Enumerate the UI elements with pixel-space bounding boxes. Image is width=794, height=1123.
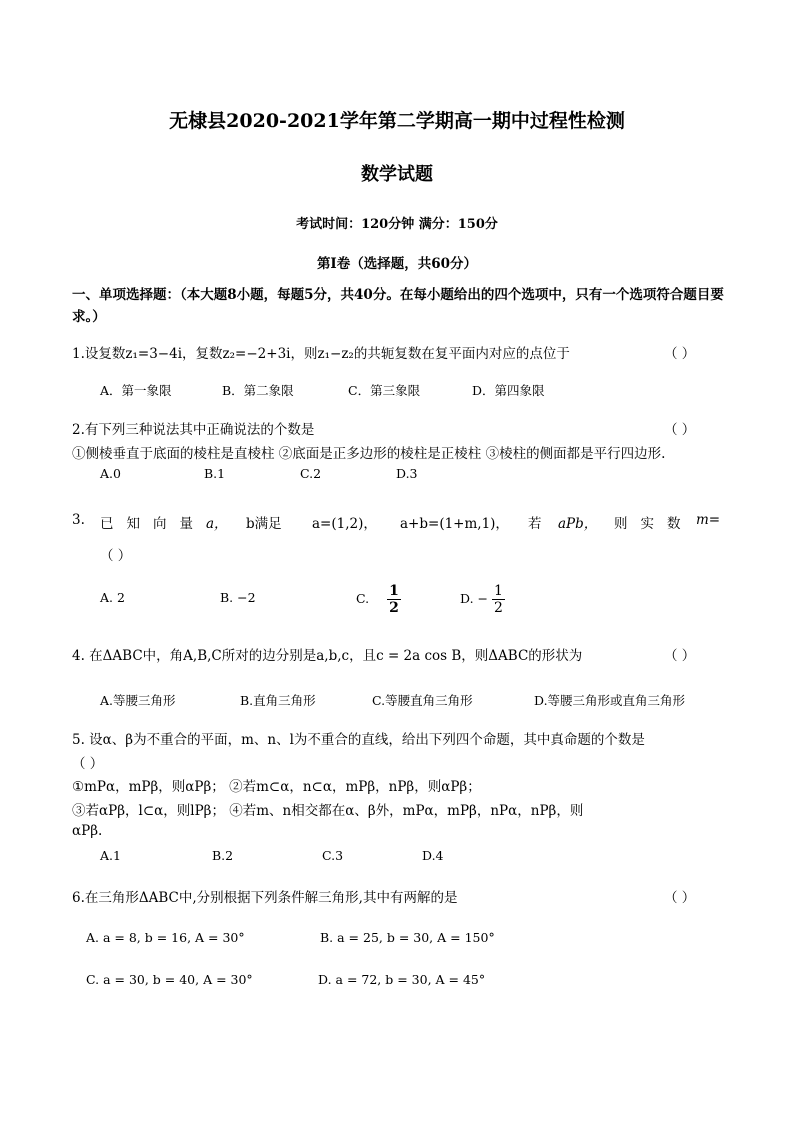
question-3-text-if: 若 <box>528 516 542 532</box>
question-3-text-vector: 已知向量 <box>100 516 206 532</box>
fraction-numerator: 1 <box>493 583 503 599</box>
question-5-option-d: D.4 <box>422 848 444 863</box>
question-6-stem: 6.在三角形ΔABC中,分别根据下列条件解三角形,其中有两解的是 <box>72 890 458 906</box>
fraction-denominator: 2 <box>493 600 503 616</box>
question-3-option-d-fraction <box>492 583 505 616</box>
exam-info: 考试时间：120分钟 满分：150分 <box>296 217 498 232</box>
question-6-option-d: D. a = 72, b = 30, A = 45° <box>318 972 486 987</box>
question-3-option-c-fraction <box>387 583 401 616</box>
question-3-option-c <box>356 583 401 616</box>
question-3-answer-paren: （ ） <box>100 548 132 564</box>
question-4-stem: 4. 在ΔABC中，角A,B,C所对的边分别是a,b,c，且c = 2a cos B，则ΔABC的形状为 <box>72 648 583 664</box>
question-3-option-d <box>460 583 505 616</box>
question-1-stem: 1.设复数z₁=3−4i，复数z₂=−2+3i，则z₁−z₂的共轭复数在复平面内对应的点位于 <box>72 346 570 362</box>
question-3-condition-2: a+b=(1+m,1)， <box>400 516 509 532</box>
question-5-answer-paren: （ ） <box>72 756 104 772</box>
question-5-propositions-1-2: ①mPα，mPβ，则αPβ； ②若m⊂α，n⊂α，mPβ，nPβ，则αPβ； <box>72 779 481 795</box>
fraction-numerator: 1 <box>389 583 399 599</box>
question-1-option-d: D．第四象限 <box>472 383 545 398</box>
question-4-option-a: A.等腰三角形 <box>100 693 176 708</box>
question-3-number: 3. <box>72 512 85 528</box>
question-6-answer-paren: （ ） <box>664 890 696 906</box>
question-4-option-d: D.等腰三角形或直角三角形 <box>534 693 686 708</box>
question-6-option-a: A. a = 8, b = 16, A = 30° <box>86 930 245 945</box>
question-6-option-b: B. a = 25, b = 30, A = 150° <box>320 930 495 945</box>
question-1-option-b: B．第二象限 <box>222 383 294 398</box>
section-heading: 一、单项选择题：（本大题8小题，每题5分，共40分。在每小题给出的四个选项中，只有一个选项符合题目要求。） <box>72 287 724 325</box>
question-5-stem: 5. 设α、β为不重合的平面，m、n、l为不重合的直线，给出下列四个命题，其中真命题的个数是 <box>72 732 645 748</box>
question-3-vector-a: a， <box>206 516 228 532</box>
question-4-option-b: B.直角三角形 <box>240 693 316 708</box>
question-1-answer-paren: （ ） <box>664 346 696 362</box>
question-2-option-b: B.1 <box>204 466 226 481</box>
question-2-option-c: C.2 <box>300 466 322 481</box>
question-5-option-c: C.3 <box>322 848 344 863</box>
question-2-statements: ①侧棱垂直于底面的棱柱是直棱柱 ②底面是正多边形的棱柱是正棱柱 ③棱柱的侧面都是平行四边形. <box>72 446 666 462</box>
question-1-option-c: C．第三象限 <box>348 383 421 398</box>
question-2-option-d: D.3 <box>396 466 418 481</box>
question-2-answer-paren: （ ） <box>664 422 696 438</box>
question-2-stem: 2.有下列三种说法其中正确说法的个数是 <box>72 422 315 438</box>
question-3-parallel: aPb， <box>558 516 598 532</box>
question-1-option-a: A．第一象限 <box>100 383 172 398</box>
question-3-condition-1: a=(1,2)， <box>312 516 377 532</box>
question-5-option-b: B.2 <box>212 848 234 863</box>
question-3-option-b: B. −2 <box>220 590 256 605</box>
question-5-option-a: A.1 <box>100 848 121 863</box>
question-3-option-a: A. 2 <box>100 590 125 605</box>
question-3-option-c-label: C. <box>356 591 370 606</box>
question-5-proposition-4-end: αPβ. <box>72 823 103 839</box>
fraction-denominator: 2 <box>389 600 399 616</box>
part-title: 第Ⅰ卷（选择题，共60分） <box>316 256 478 272</box>
question-3-variable-m: m= <box>696 512 721 528</box>
exam-subject: 数学试题 <box>361 164 433 185</box>
question-6-option-c: C. a = 30, b = 40, A = 30° <box>86 972 253 987</box>
question-2-option-a: A.0 <box>100 466 121 481</box>
question-4-option-c: C.等腰直角三角形 <box>372 693 473 708</box>
question-3-text-satisfies: b满足 <box>246 516 282 532</box>
question-3-text-real: 则实数 <box>614 516 694 532</box>
question-3-option-d-label: D. − <box>460 591 488 606</box>
question-4-answer-paren: （ ） <box>664 648 696 664</box>
exam-title: 无棣县2020-2021学年第二学期高一期中过程性检测 <box>169 110 625 132</box>
question-5-propositions-3-4: ③若αPβ，l⊂α，则lPβ； ④若m、n相交都在α、β外，mPα，mPβ，nPα，nPβ，则 <box>72 803 584 819</box>
